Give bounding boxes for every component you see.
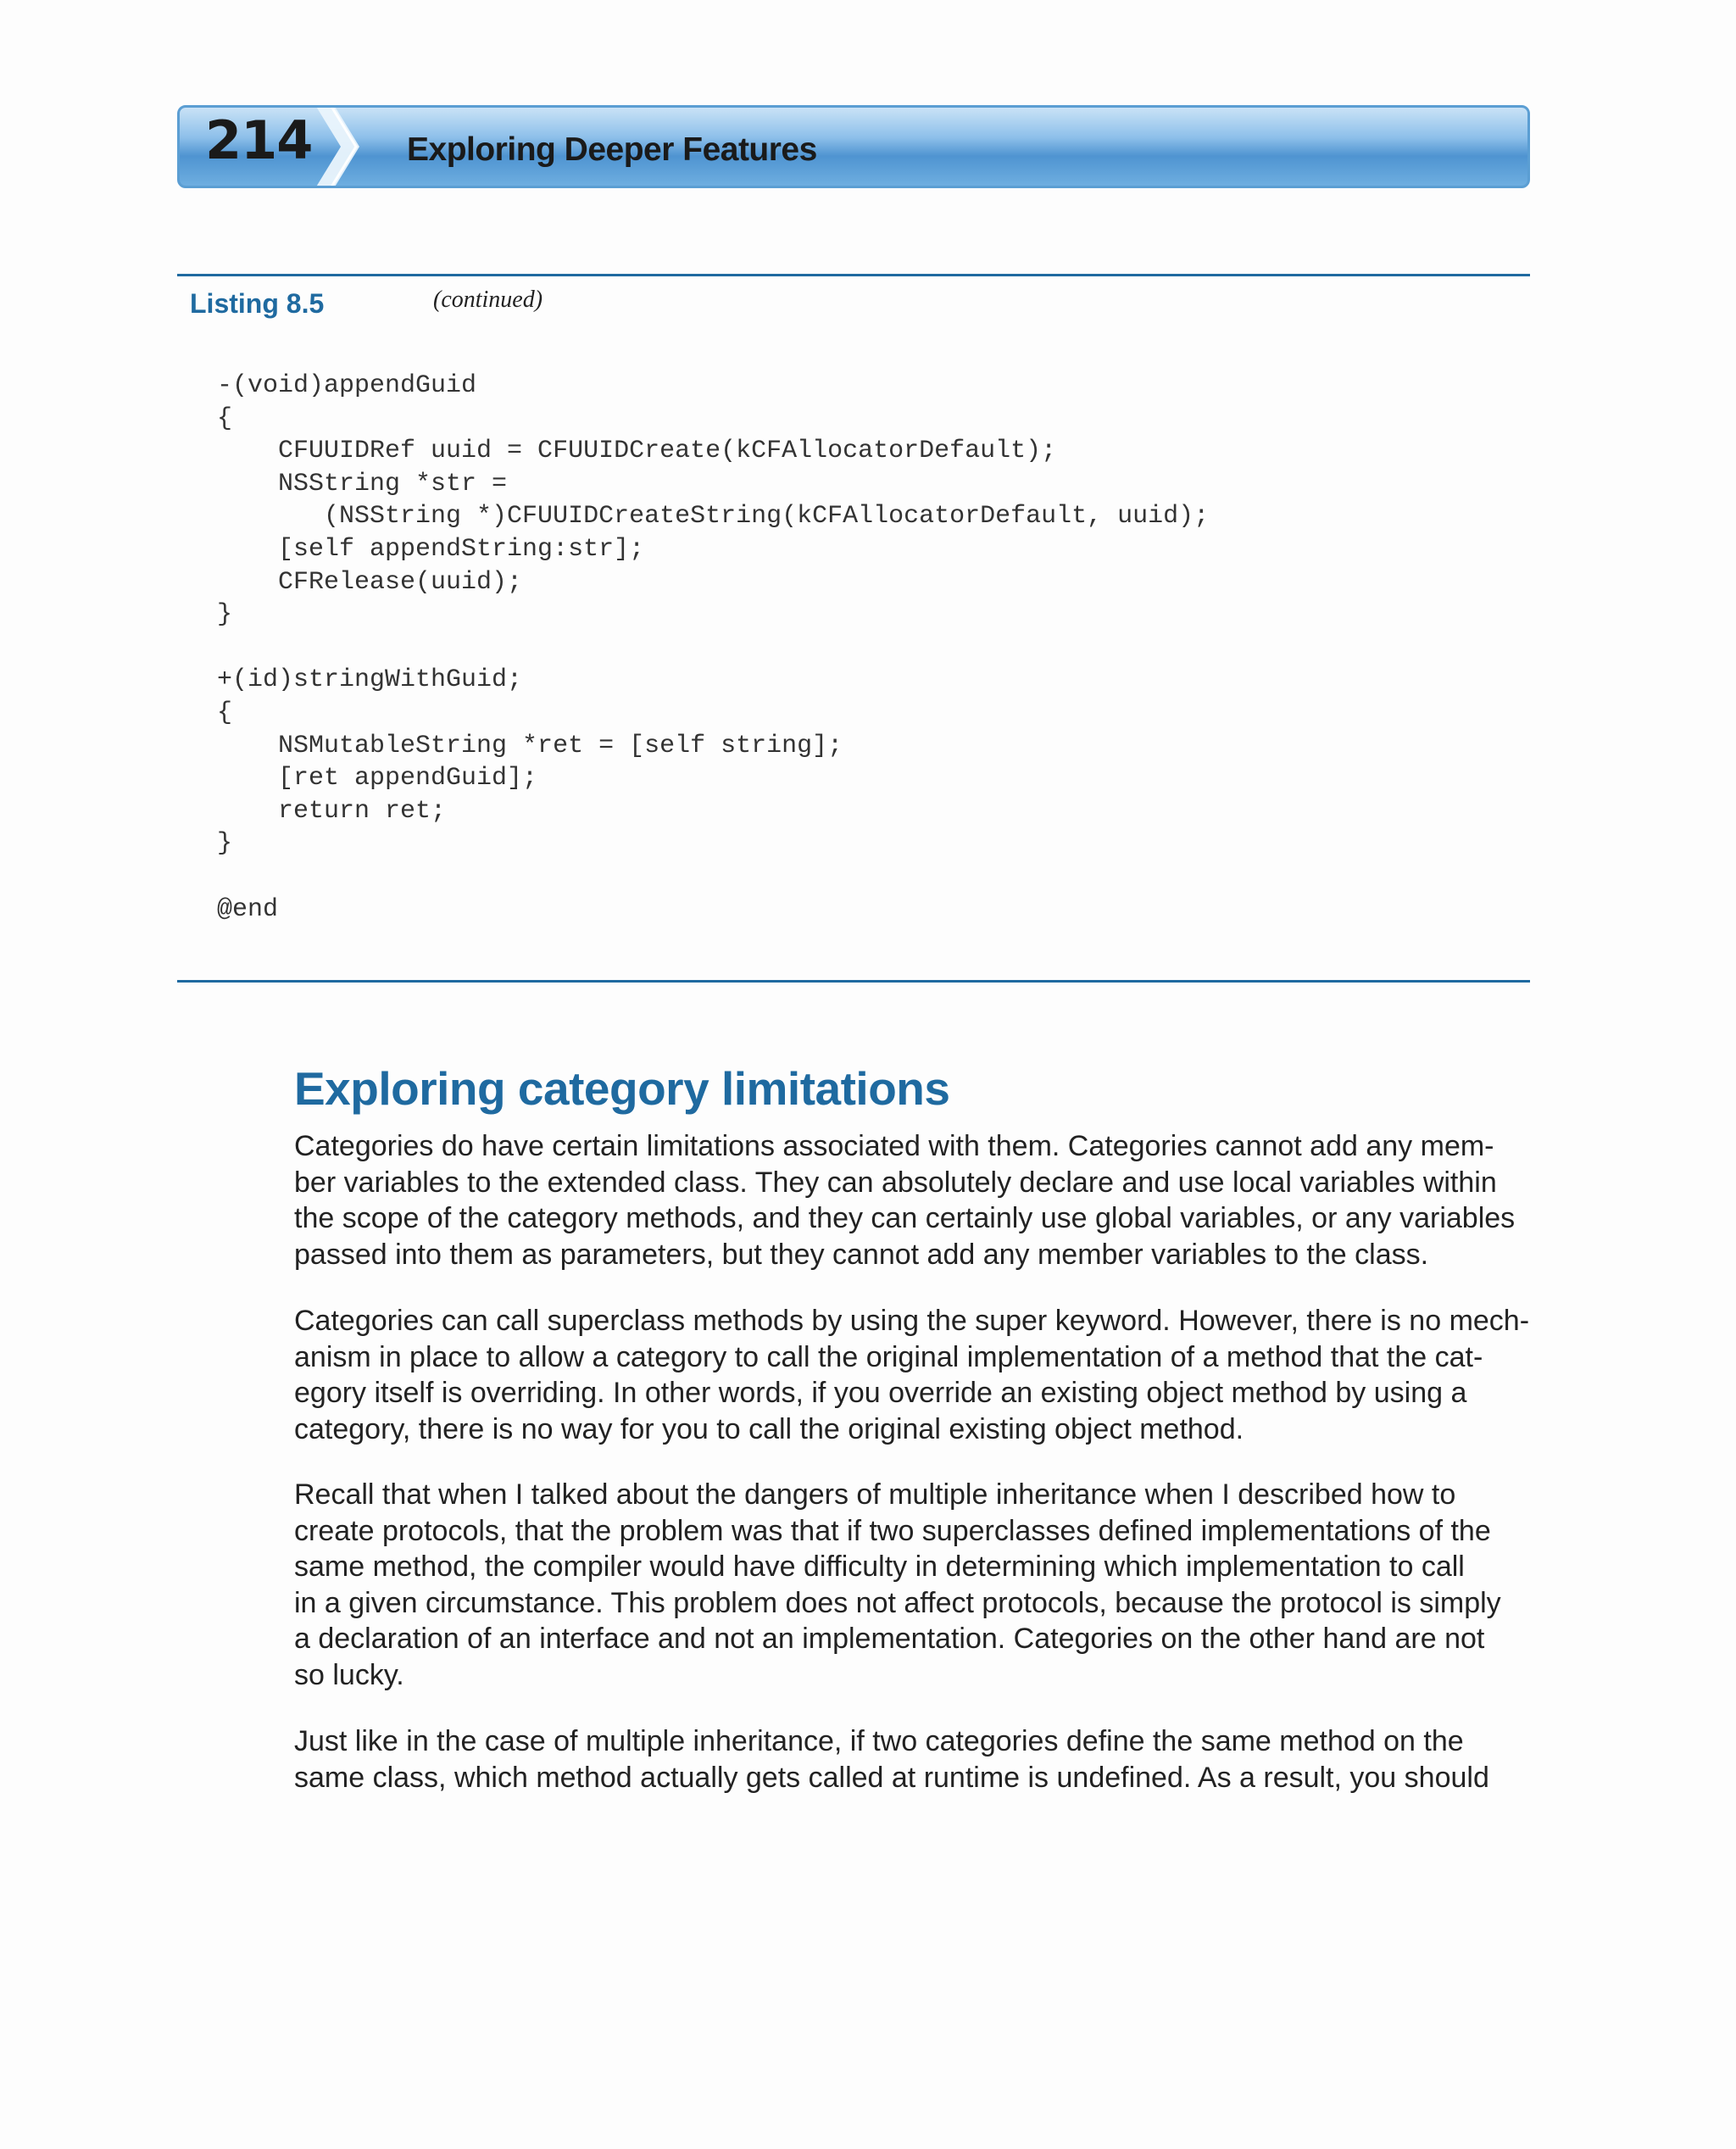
- chapter-header-banner: [177, 105, 1530, 188]
- code-line: -(void)appendGuid: [217, 371, 477, 400]
- code-line: [217, 860, 1209, 894]
- chevron-right-icon: [315, 105, 366, 188]
- code-line: {: [217, 404, 233, 433]
- code-line: [217, 632, 1209, 665]
- paragraph-line: ber variables to the extended class. They can absolutely declare and use local variables within: [294, 1166, 1497, 1199]
- paragraph: [294, 1303, 1532, 1447]
- paragraph-line: passed into them as parameters, but they cannot add any member variables to the class.: [294, 1238, 1429, 1271]
- paragraph: [294, 1723, 1532, 1795]
- code-listing: [217, 370, 1209, 926]
- paragraph-line: egory itself is overriding. In other words, if you override an existing object method by using a: [294, 1377, 1467, 1409]
- code-line: [ret appendGuid];: [217, 764, 538, 793]
- paragraph-line: anism in place to allow a category to call the original implementation of a method that the cat-: [294, 1340, 1483, 1373]
- listing-continued-note: (continued): [433, 287, 543, 313]
- paragraph-line: the scope of the category methods, and they can certainly use global variables, or any variables: [294, 1202, 1516, 1234]
- paragraph-line: Categories can call superclass methods by using the super keyword. However, there is no mech-: [294, 1305, 1530, 1337]
- code-line: {: [217, 698, 233, 727]
- code-line: CFRelease(uuid);: [217, 567, 523, 597]
- code-line: NSString *str =: [217, 469, 508, 498]
- code-line: @end: [217, 894, 279, 924]
- paragraph: [294, 1128, 1532, 1272]
- listing-top-rule: [177, 274, 1530, 276]
- paragraph-line: in a given circumstance. This problem does not affect protocols, because the protocol is simply: [294, 1586, 1501, 1619]
- code-line: CFUUIDRef uuid = CFUUIDCreate(kCFAllocatorDefault);: [217, 437, 1057, 466]
- paragraph-line: so lucky.: [294, 1658, 404, 1691]
- code-line: }: [217, 600, 233, 630]
- paragraph-line: same class, which method actually gets called at runtime is undefined. As a result, you should: [294, 1761, 1489, 1794]
- listing-label: Listing 8.5: [190, 288, 325, 319]
- code-line: return ret;: [217, 796, 447, 826]
- code-line: NSMutableString *ret = [self string];: [217, 731, 843, 760]
- paragraph-line: Just like in the case of multiple inheritance, if two categories define the same method on the: [294, 1725, 1464, 1757]
- code-line: +(id)stringWithGuid;: [217, 665, 523, 695]
- paragraph-line: a declaration of an interface and not an implementation. Categories on the other hand are not: [294, 1623, 1485, 1655]
- paragraph: [294, 1477, 1532, 1693]
- listing-bottom-rule: [177, 980, 1530, 983]
- page-number: 214: [205, 109, 313, 171]
- paragraph-line: create protocols, that the problem was that if two superclasses defined implementations of the: [294, 1514, 1491, 1547]
- paragraph-line: category, there is no way for you to call the original existing object method.: [294, 1412, 1244, 1445]
- code-line: }: [217, 829, 233, 859]
- code-line: [self appendString:str];: [217, 534, 645, 564]
- paragraph-line: same method, the compiler would have difficulty in determining which implementation to call: [294, 1551, 1465, 1583]
- section-heading: Exploring category limitations: [294, 1062, 950, 1115]
- paragraph-line: Recall that when I talked about the dangers of multiple inheritance when I described how to: [294, 1478, 1456, 1511]
- code-line: (NSString *)CFUUIDCreateString(kCFAllocatorDefault, uuid);: [217, 502, 1210, 532]
- chapter-title: Exploring Deeper Features: [407, 131, 817, 168]
- paragraph-line: Categories do have certain limitations associated with them. Categories cannot add any mem-: [294, 1130, 1494, 1162]
